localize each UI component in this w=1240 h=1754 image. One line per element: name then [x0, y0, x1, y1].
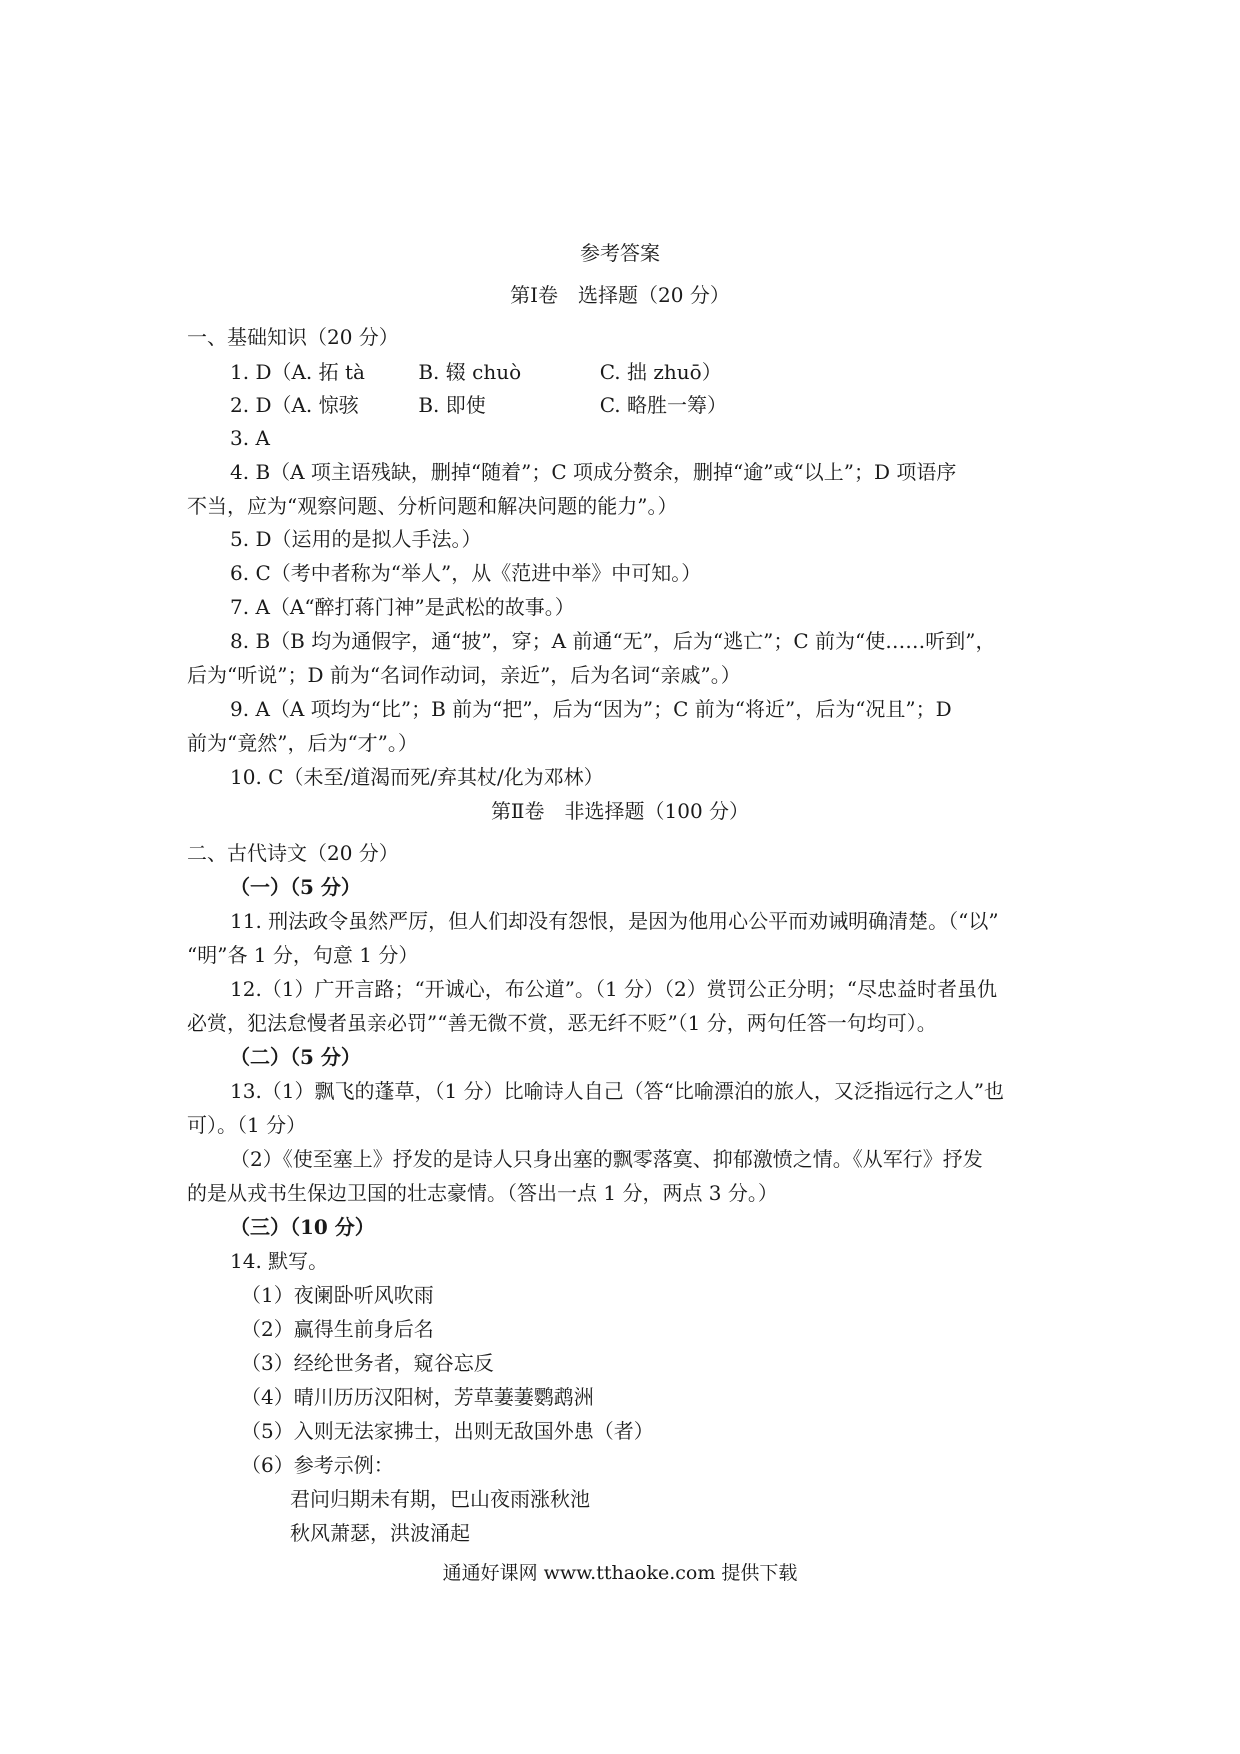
- subsection-2: （二）（5 分）: [230, 1045, 361, 1069]
- recitation-4: （4）晴川历历汉阳树，芳草萋萋鹦鹉洲: [241, 1385, 594, 1409]
- section-basic-knowledge: 一、基础知识（20 分）: [187, 325, 399, 349]
- recitation-6-example-2: 秋风萧瑟，洪波涌起: [290, 1521, 470, 1545]
- answer-2-b: B. 即使: [418, 393, 486, 417]
- download-footer: 通通好课网 www.tthaoke.com 提供下载: [442, 1562, 798, 1584]
- answer-13b-line2: 的是从戎书生保边卫国的壮志豪情。（答出一点 1 分，两点 3 分。）: [187, 1181, 778, 1205]
- answer-12-line1: 12.（1）广开言路；“开诚心，布公道”。（1 分）（2）赏罚公正分明；“尽忠益时者虽仇: [230, 977, 998, 1001]
- answer-9-line1: 9. A（A 项均为“比”；B 前为“把”，后为“因为”；C 前为“将近”，后为“况且”；D: [230, 697, 952, 721]
- answer-1: [230, 359, 722, 385]
- answer-7: 7. A（A“醉打蒋门神”是武松的故事。）: [230, 595, 575, 619]
- recitation-1: （1）夜阑卧听风吹雨: [241, 1283, 434, 1307]
- answer-2-a: 2. D（A. 惊骇: [230, 393, 359, 417]
- answer-11-line2: “明”各 1 分，句意 1 分）: [187, 943, 419, 967]
- subsection-3: （三）（10 分）: [230, 1215, 375, 1239]
- recitation-6: （6）参考示例：: [241, 1453, 394, 1477]
- section-ancient-poetry: 二、古代诗文（20 分）: [187, 841, 399, 865]
- recitation-6-example-1: 君问归期未有期，巴山夜雨涨秋池: [290, 1487, 590, 1511]
- part2-heading: 第Ⅱ卷 非选择题（100 分）: [490, 799, 750, 823]
- answer-9-line2: 前为“竟然”，后为“才”。）: [187, 731, 418, 755]
- subsection-1: （一）（5 分）: [230, 875, 361, 899]
- answer-1-b: B. 辍 chuò: [418, 360, 522, 384]
- answer-8-line1: 8. B（B 均为通假字，通“披”，穿；A 前通“无”，后为“逃亡”；C 前为“使……听到”，: [230, 629, 996, 653]
- answer-6: 6. C（考中者称为“举人”，从《范进中举》中可知。）: [230, 561, 702, 585]
- answer-3: 3. A: [230, 426, 270, 450]
- answer-1-c: C. 拙 zhuō）: [599, 360, 722, 384]
- page-title: 参考答案: [580, 241, 660, 265]
- answer-5: 5. D（运用的是拟人手法。）: [230, 527, 482, 551]
- answer-13-line2: 可）。（1 分）: [187, 1113, 307, 1137]
- answer-2: [230, 392, 727, 418]
- answer-8-line2: 后为“听说”；D 前为“名词作动词，亲近”，后为名词“亲戚”。）: [187, 663, 741, 687]
- recitation-5: （5）入则无法家拂士，出则无敌国外患（者）: [241, 1419, 654, 1443]
- answer-13b-line1: （2）《使至塞上》抒发的是诗人只身出塞的飘零落寞、抑郁激愤之情。《从军行》抒发: [230, 1147, 983, 1171]
- answer-13-line1: 13.（1）飘飞的蓬草，（1 分）比喻诗人自己（答“比喻漂泊的旅人，又泛指远行之人”也: [230, 1079, 1005, 1103]
- answer-10: 10. C（未至/道渴而死/弃其杖/化为邓林）: [230, 765, 604, 789]
- answer-2-c: C. 略胜一筹）: [599, 393, 728, 417]
- answer-4-line1: 4. B（A 项主语残缺，删掉“随着”；C 项成分赘余，删掉“逾”或“以上”；D 项语序: [230, 460, 957, 484]
- recitation-2: （2）赢得生前身后名: [241, 1317, 434, 1341]
- answer-12-line2: 必赏，犯法怠慢者虽亲必罚”“善无微不赏，恶无纤不贬”（1 分，两句任答一句均可）。: [187, 1011, 937, 1035]
- answer-14: 14. 默写。: [230, 1249, 329, 1273]
- answer-4-line2: 不当，应为“观察问题、分析问题和解决问题的能力”。）: [187, 494, 678, 518]
- answer-1-a: 1. D（A. 拓 tà: [230, 360, 365, 384]
- part1-heading: 第Ⅰ卷 选择题（20 分）: [510, 283, 730, 307]
- answer-11-line1: 11. 刑法政令虽然严厉，但人们却没有怨恨，是因为他用心公平而劝诫明确清楚。（“以”: [230, 909, 999, 933]
- recitation-3: （3）经纶世务者，窥谷忘反: [241, 1351, 494, 1375]
